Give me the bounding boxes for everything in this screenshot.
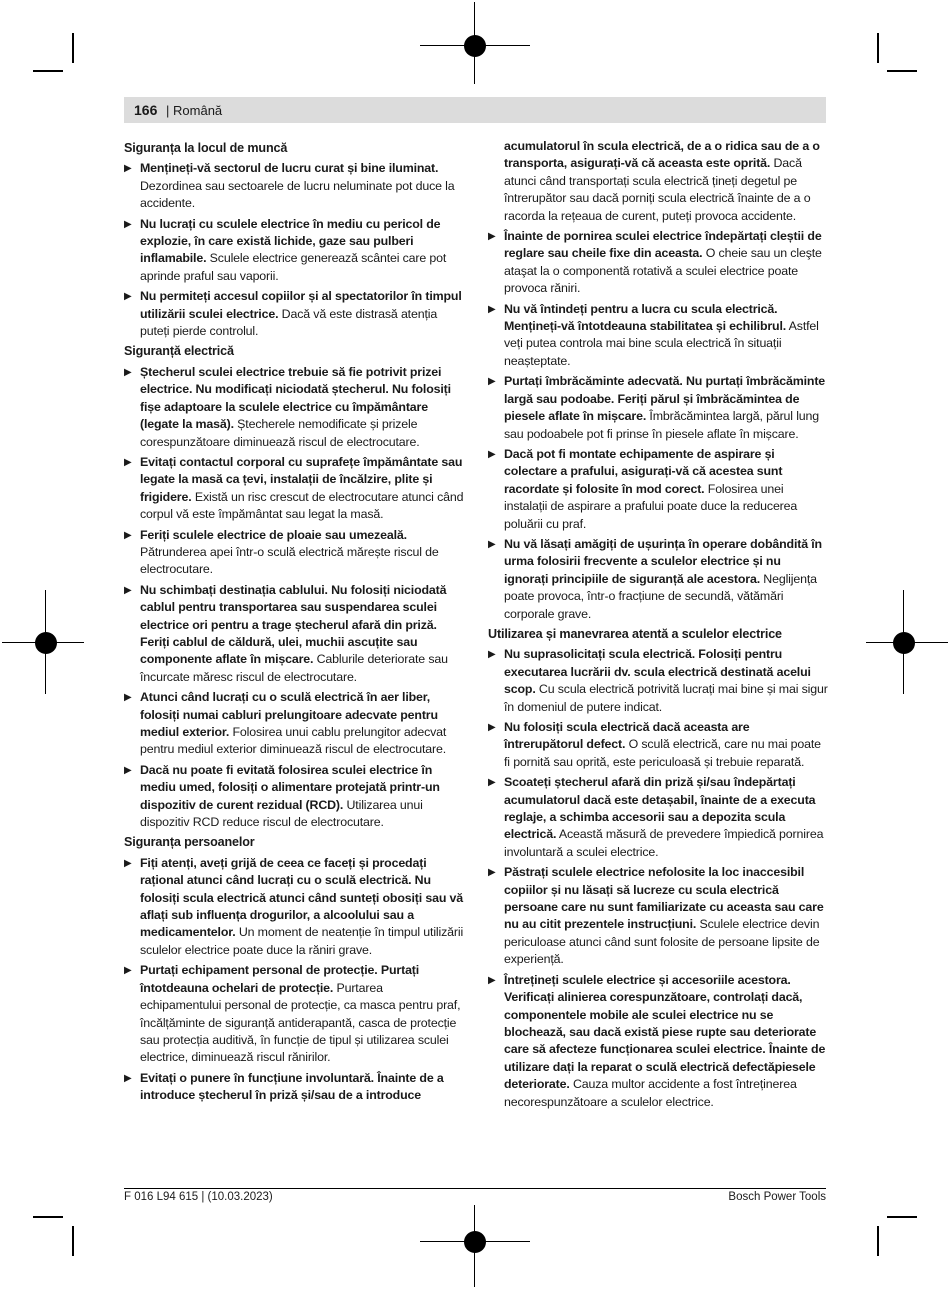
instruction-text: Sculele electrice devin periculoase atunci când sunt folosite de persoane lipsite de experiență. (504, 917, 820, 967)
instruction-text: Cauza multor accidente a fost întreținerea necorespunzătoare a sculelor electrice. (504, 1077, 797, 1109)
crop-mark-top-right-h (887, 70, 917, 72)
bullet-arrow-icon: ▶ (488, 722, 496, 733)
instruction-text: Această măsură de prevedere împiedică pornirea involuntară a sculei electrice. (504, 827, 824, 859)
list-item (124, 160, 464, 212)
instruction-bold: Dacă nu poate fi evitată folosirea sculei electrice în mediu umed, folosiți o alimentare protejată printr-un dispozitiv de curent rezidual (RCD). (140, 762, 440, 812)
instruction-text: Îmbrăcămintea largă, părul lung sau podoabele pot fi prinse în piesele aflate în mișcare. (504, 409, 820, 441)
list-item (488, 373, 828, 443)
instruction-bold: Înainte de pornirea sculei electrice îndepărtați cleștii de reglare sau cheile fixe din aceasta. (504, 229, 822, 261)
bullet-arrow-icon: ▶ (124, 366, 132, 378)
instruction-text: Dacă atunci când transportați scula electrică țineți degetul pe întrerupător sau dacă porniți scula electrică înainte de a o racorda la rețeaua de curent, puteți provoca accidente. (504, 156, 811, 223)
crop-mark-top-left-h (33, 70, 63, 72)
instruction-bold: Nu lucrați cu sculele electrice în mediu cu pericol de explozie, în care există lichide, gaze sau pulberi inflamabile. (140, 216, 441, 266)
instruction-bold: Purtați îmbrăcăminte adecvată. Nu purtați îmbrăcăminte largă sau podoabe. Feriți părul și îmbrăcămintea de piesele aflate în mișcare. (504, 374, 826, 424)
bullet-arrow-icon: ▶ (488, 538, 496, 550)
bullet-arrow-icon: ▶ (488, 231, 496, 243)
list-item (124, 582, 464, 686)
instruction-text: O cheie sau un cleşte ataşat la o componentă rotativă a sculei electrice poate provoca răniri. (504, 246, 822, 296)
bullet-arrow-icon: ▶ (488, 974, 496, 986)
instruction-bold: Atunci când lucrați cu o sculă electrică în aer liber, folosiți numai cabluri prelungitoare adecvate pentru mediul exterior. (140, 690, 438, 739)
list-item (488, 719, 828, 771)
list-item-continuation (488, 138, 828, 225)
instruction-text: Astfel veți putea controla mai bine scula electrică în situații neașteptate. (504, 319, 819, 368)
footer-rule (124, 1188, 826, 1189)
instruction-text: Cu scula electrică potrivită lucrați mai bine și mai sigur în domeniul de putere indicat. (504, 682, 828, 714)
instruction-bold: Mențineți-vă sectorul de lucru curat și bine iluminat. (140, 161, 439, 176)
instruction-bold: Nu permiteți accesul copiilor și al spectatorilor în timpul utilizării sculei electrice. (140, 289, 462, 321)
bullet-arrow-icon: ▶ (124, 584, 132, 596)
bullet-arrow-icon: ▶ (488, 777, 496, 789)
instruction-bold: Nu vă întindeți pentru a lucra cu scula electrică. Mențineți-vă întotdeauna stabilitatea și echilibrul. (504, 301, 787, 334)
instruction-bold: Feriți sculele electrice de ploaie sau umezeală. (140, 527, 407, 542)
instruction-text: Folosirea unei instalații de aspirare a prafului poate duce la reducerea poluării cu praf. (504, 481, 798, 531)
section-heading: Utilizarea și manevrarea atentă a sculelor electrice (488, 626, 782, 641)
language-label: Română (173, 103, 223, 118)
instruction-bold: Păstrați sculele electrice nefolosite la loc inaccesibil copiilor și nu lăsați să lucreze cu scula electrică persoane care nu sunt familiarizate cu aceasta sau care nu au citit prezentele instrucțiuni. (504, 865, 824, 932)
bullet-arrow-icon: ▶ (488, 867, 496, 879)
list-item (488, 301, 828, 371)
bullet-arrow-icon: ▶ (124, 529, 132, 541)
registration-mark-bottom (464, 1231, 486, 1253)
list-item (124, 855, 464, 959)
crop-mark-bottom-right-h (887, 1216, 917, 1218)
footer-doc-id: F 016 L94 615 | (10.03.2023) (124, 1191, 273, 1203)
bullet-arrow-icon: ▶ (488, 649, 496, 661)
list-item (488, 228, 828, 298)
instruction-text: Există un risc crescut de electrocutare atunci când corpul vă este împământat sau legat la masă. (140, 489, 464, 522)
instruction-text: Un moment de neatenție în timpul utilizării sculelor electrice poate duce la răniri grave. (140, 925, 464, 957)
bullet-arrow-icon: ▶ (124, 163, 132, 175)
bullet-arrow-icon: ▶ (124, 1072, 132, 1084)
bullet-arrow-icon: ▶ (124, 965, 132, 977)
list-item (488, 536, 828, 623)
instruction-bold: Nu folosiți scula electrică dacă aceasta are întrerupătorul defect. (504, 720, 750, 752)
bullet-arrow-icon: ▶ (124, 291, 132, 303)
instruction-bold: acumulatorul în scula electrică, de a o ridica sau de a o transporta, asigurați-vă că aceasta este oprită. (504, 139, 820, 171)
bullet-arrow-icon: ▶ (124, 764, 132, 776)
page-number: 166 (134, 102, 158, 118)
bullet-arrow-icon: ▶ (488, 376, 496, 388)
header-separator: | (166, 103, 170, 118)
list-item (124, 689, 464, 759)
bullet-arrow-icon: ▶ (124, 218, 132, 230)
instruction-text: Sculele electrice generează scântei care pot aprinde praful sau vaporii. (140, 251, 447, 283)
instruction-bold: Nu suprasolicitați scula electrică. Folosiți pentru executarea lucrării dv. scula electrică destinată acelui scop. (504, 647, 811, 697)
instruction-text: Ștecherele nemodificate și prizele corespunzătoare diminuează riscul de electrocutare. (140, 417, 420, 449)
registration-mark-left (35, 632, 57, 654)
footer-brand: Bosch Power Tools (728, 1191, 826, 1203)
instruction-bold: Fiți atenți, aveți grijă de ceea ce faceți și procedați rațional atunci când lucrați cu o sculă electrică. Nu folosiți scula electrică atunci când sunteți obosiți sau vă aflați sub influența drogurilor, a alcoolului sau a medicamentelor. (140, 855, 464, 940)
instruction-text: Neglijența poate provoca, într-o fracțiune de secundă, vătămări corporale grave. (504, 571, 817, 621)
bullet-arrow-icon: ▶ (488, 303, 496, 315)
instruction-bold: Nu schimbați destinația cablului. Nu folosiți niciodată cablul pentru transportarea sau suspendarea sculei electrice ori pentru a trage ștecherul afară din priză. Feriți cablul de căldură, ulei, muchii ascuțite sau componente aflate în mișcare. (140, 582, 447, 667)
instruction-bold: Scoateți ștecherul afară din priză și/sau îndepărtați acumulatorul dacă este detașabil, înainte de a executa reglaje, a schimba accesorii sau a depozita scula electrică. (504, 775, 816, 842)
bullet-arrow-icon: ▶ (124, 692, 132, 704)
list-item (124, 962, 464, 1066)
instruction-text: Pătrunderea apei într-o sculă electrică mărește riscul de electrocutare. (140, 544, 439, 577)
list-item (488, 972, 828, 1111)
instruction-bold: Ștecherul sculei electrice trebuie să fie potrivit prizei electrice. Nu modificați niciodată ștecherul. Nu folosiți fișe adaptoare la sculele electrice cu împământare (legate la masă). (140, 364, 451, 432)
list-item (124, 364, 464, 451)
bullet-arrow-icon: ▶ (488, 448, 496, 460)
list-item (488, 646, 828, 716)
instruction-text: Utilizarea unui dispozitiv RCD reduce riscul de electrocutare. (140, 797, 423, 830)
instruction-text: Cablurile deteriorate sau încurcate măresc riscul de electrocutare. (140, 652, 448, 684)
crop-mark-bottom-left-h (33, 1216, 63, 1218)
instruction-text: Dacă vă este distrasă atenția puteți pierde controlul. (140, 306, 438, 339)
list-item (124, 527, 464, 579)
list-item (488, 446, 828, 533)
instruction-text: O sculă electrică, care nu mai poate fi pornită sau oprită, este periculoasă și trebuie reparată. (504, 737, 821, 769)
instruction-bold: Nu vă lăsați amăgiți de ușurința în operare dobândită în urma folosirii frecvente a sculelor electrice și nu ignorați principiile de siguranță ale acestora. (504, 536, 822, 586)
instruction-bold: Întrețineți sculele electrice și accesoriile acestora. Verificați alinierea corespunzătoare, controlați dacă, componentele mobile ale sculei electrice nu se blochează, sau dacă există piese rupte sau deteriorate care să afecteze funcționarea sculei electrice. Înainte de utilizare dați la reparat o sculă electrică defectăpiesele deteriorate. (504, 972, 826, 1092)
page-header-bar (124, 97, 826, 123)
crop-mark-top-left-v (72, 33, 74, 63)
bullet-arrow-icon: ▶ (124, 857, 132, 869)
list-item (124, 454, 464, 524)
crop-mark-bottom-right-v (877, 1226, 879, 1256)
instruction-text: Dezordinea sau sectoarele de lucru neluminate pot duce la accidente. (140, 178, 455, 211)
instruction-bold: Evitați contactul corporal cu suprafețe împământate sau legate la masă ca țevi, instalații de încălzire, plite și frigidere. (140, 454, 463, 504)
crop-mark-bottom-left-v (72, 1226, 74, 1256)
section-heading: Siguranța la locul de muncă (124, 141, 288, 155)
registration-mark-top (464, 35, 486, 57)
instruction-bold: Dacă pot fi montate echipamente de aspirare și colectare a prafului, asigurați-vă că acestea sunt racordate și folosite în mod corect. (504, 446, 783, 496)
list-item (488, 864, 828, 968)
page-language (166, 103, 222, 118)
crop-mark-top-right-v (877, 33, 879, 63)
instruction-text: Folosirea unui cablu prelungitor adecvat pentru mediul exterior diminuează riscul de electrocutare. (140, 725, 447, 757)
section-heading: Siguranța persoanelor (124, 835, 255, 850)
instruction-bold: Evitați o punere în funcțiune involuntară. Înainte de a introduce ștecherul în priză și/sau de a introduce (140, 1070, 444, 1103)
registration-mark-right (893, 632, 915, 654)
list-item (124, 216, 464, 286)
section-heading: Siguranță electrică (124, 344, 234, 359)
bullet-arrow-icon: ▶ (124, 456, 132, 468)
list-item (488, 774, 828, 861)
list-item (124, 1070, 464, 1105)
list-item (124, 762, 464, 832)
list-item (124, 288, 464, 340)
instruction-bold: Purtați echipament personal de protecție. Purtați întotdeauna ochelari de protecție. (140, 963, 420, 995)
left-column (124, 137, 464, 1108)
right-column (488, 138, 828, 1114)
instruction-text: Purtarea echipamentului personal de protecție, ca masca pentru praf, încălțăminte de siguranță antiderapantă, casca de protecție sau protecția auditivă, în funcție de tipul și utilizarea sculei electrice, diminuează riscul rănirilor. (140, 980, 461, 1065)
